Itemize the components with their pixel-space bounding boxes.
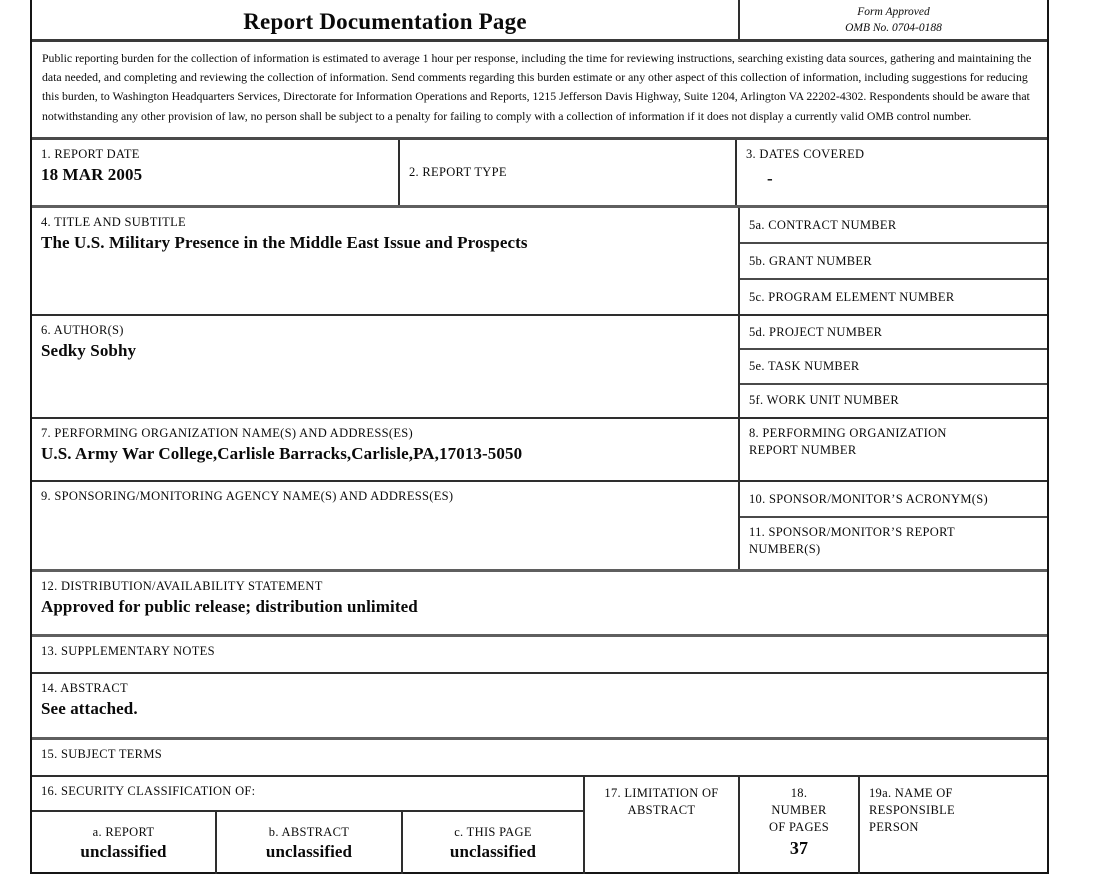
- field-responsible-person: [860, 777, 1047, 874]
- sf298-form: [30, 0, 1049, 874]
- field-sponsor-report-number: [740, 518, 1047, 569]
- burden-statement-cell: [32, 42, 1047, 137]
- program-element-number-label: 5c. PROGRAM ELEMENT NUMBER: [749, 289, 955, 304]
- row-distribution: [32, 572, 1047, 637]
- sponsor-acronym-label: 10. SPONSOR/MONITOR’S ACRONYM(S): [749, 491, 988, 506]
- field-number-of-pages: [740, 777, 860, 874]
- field-title-subtitle: [32, 208, 740, 314]
- field-authors: [32, 316, 740, 417]
- report-date-value: 18 MAR 2005: [41, 164, 143, 184]
- form-header: [32, 0, 1047, 42]
- authors-value: Sedky Sobhy: [41, 340, 137, 360]
- performing-org-label: 7. PERFORMING ORGANIZATION NAME(S) AND ADDRESS(ES): [41, 426, 413, 440]
- abstract-label: 14. ABSTRACT: [41, 681, 128, 695]
- abstract-value: See attached.: [41, 698, 138, 718]
- field-task-number: [740, 350, 1047, 384]
- field-abstract: [32, 674, 1047, 737]
- security-classification-block: [32, 777, 585, 874]
- report-type-label: 2. REPORT TYPE: [409, 165, 507, 180]
- contract-numbers-column: [740, 208, 1047, 314]
- row-supplementary-notes: [32, 637, 1047, 674]
- field-security-classification: [32, 777, 583, 812]
- row-authors: [32, 316, 1047, 419]
- subject-terms-label: 15. SUBJECT TERMS: [41, 747, 162, 761]
- field-program-element-number: [740, 280, 1047, 314]
- dates-covered-value: -: [767, 168, 773, 188]
- field-performing-org-report-number: [740, 419, 1047, 480]
- classification-report-label: a. REPORT: [92, 824, 155, 839]
- sponsor-monitor-column: [740, 482, 1047, 569]
- field-classification-this-page: [403, 812, 583, 874]
- sponsor-report-number-label: 11. SPONSOR/MONITOR’S REPORT NUMBER(S): [749, 525, 955, 556]
- classification-abstract-value: unclassified: [265, 841, 353, 861]
- distribution-label: 12. DISTRIBUTION/AVAILABILITY STATEMENT: [41, 579, 323, 593]
- row-title-subtitle: [32, 208, 1047, 316]
- row-performing-org: [32, 419, 1047, 482]
- burden-statement-text: Public reporting burden for the collection of information is estimated to average 1 hour per response, including the time for reviewing instructions, searching existing data sources, gathering and maintaining the data needed, and completing and reviewing the collection of information. Send comments regarding this burden estimate or any other aspect of this collection of information, including suggestions for reducing this burden, to Washington Headquarters Services, Directorate for Information Operations and Reports, 1215 Jefferson Davis Highway, Suite 1204, Arlington VA 22202-4302. Respondents should be aware that notwithstanding any other provision of law, no person shall be subject to a penalty for failing to comply with a collection of information if it does not display a currently valid OMB control number.: [42, 51, 1032, 123]
- row-abstract: [32, 674, 1047, 740]
- responsible-person-label: 19a. NAME OF RESPONSIBLE PERSON: [869, 786, 955, 834]
- field-work-unit-number: [740, 385, 1047, 417]
- omb-approval-cell: [740, 0, 1047, 39]
- performing-org-report-number-label: 8. PERFORMING ORGANIZATION REPORT NUMBER: [749, 426, 947, 457]
- field-classification-abstract: [217, 812, 403, 874]
- limitation-of-abstract-label: 17. LIMITATION OF ABSTRACT: [604, 786, 719, 817]
- title-subtitle-label: 4. TITLE AND SUBTITLE: [41, 215, 186, 229]
- form-title: Report Documentation Page: [243, 8, 527, 34]
- field-report-type: [400, 140, 737, 205]
- field-supplementary-notes: [32, 637, 1047, 672]
- row-report-date: [32, 140, 1047, 208]
- field-report-date: [32, 140, 400, 205]
- classification-report-value: unclassified: [80, 841, 167, 861]
- grant-number-label: 5b. GRANT NUMBER: [749, 253, 872, 268]
- field-project-number: [740, 316, 1047, 350]
- field-performing-org: [32, 419, 740, 480]
- sponsoring-agency-label: 9. SPONSORING/MONITORING AGENCY NAME(S) AND ADDRESS(ES): [41, 489, 454, 503]
- classification-this-page-label: c. THIS PAGE: [454, 824, 532, 839]
- field-sponsor-acronym: [740, 482, 1047, 518]
- project-numbers-column: [740, 316, 1047, 417]
- form-approved-text: Form Approved: [857, 6, 930, 19]
- burden-statement-section: [32, 42, 1047, 140]
- work-unit-number-label: 5f. WORK UNIT NUMBER: [749, 393, 899, 408]
- row-security-classification: [32, 777, 1047, 874]
- report-date-label: 1. REPORT DATE: [41, 147, 140, 161]
- row-subject-terms: [32, 740, 1047, 777]
- field-distribution: [32, 572, 1047, 634]
- field-subject-terms: [32, 740, 1047, 775]
- classification-this-page-value: unclassified: [449, 841, 537, 861]
- distribution-value: Approved for public release; distribution unlimited: [41, 596, 418, 616]
- omb-number-text: OMB No. 0704-0188: [845, 22, 942, 34]
- project-number-label: 5d. PROJECT NUMBER: [749, 324, 883, 339]
- field-contract-number: [740, 208, 1047, 244]
- dates-covered-label: 3. DATES COVERED: [746, 147, 865, 161]
- title-subtitle-value: The U.S. Military Presence in the Middle East Issue and Prospects: [41, 232, 528, 252]
- contract-number-label: 5a. CONTRACT NUMBER: [749, 217, 897, 232]
- field-sponsoring-agency: [32, 482, 740, 569]
- form-title-cell: [32, 0, 740, 39]
- number-of-pages-value: 37: [789, 837, 809, 858]
- number-of-pages-label: 18. NUMBER OF PAGES: [769, 786, 829, 834]
- field-dates-covered: [737, 140, 1047, 205]
- row-sponsoring-agency: [32, 482, 1047, 572]
- task-number-label: 5e. TASK NUMBER: [749, 359, 860, 374]
- classification-abstract-label: b. ABSTRACT: [268, 824, 350, 839]
- security-classification-label: 16. SECURITY CLASSIFICATION OF:: [41, 784, 256, 798]
- classification-cells: [32, 812, 583, 874]
- authors-label: 6. AUTHOR(S): [41, 323, 124, 337]
- performing-org-value: U.S. Army War College,Carlisle Barracks,Carlisle,PA,17013-5050: [41, 443, 523, 463]
- field-limitation-of-abstract: [585, 777, 740, 874]
- field-classification-report: [32, 812, 217, 874]
- supplementary-notes-label: 13. SUPPLEMENTARY NOTES: [41, 644, 215, 658]
- field-grant-number: [740, 244, 1047, 280]
